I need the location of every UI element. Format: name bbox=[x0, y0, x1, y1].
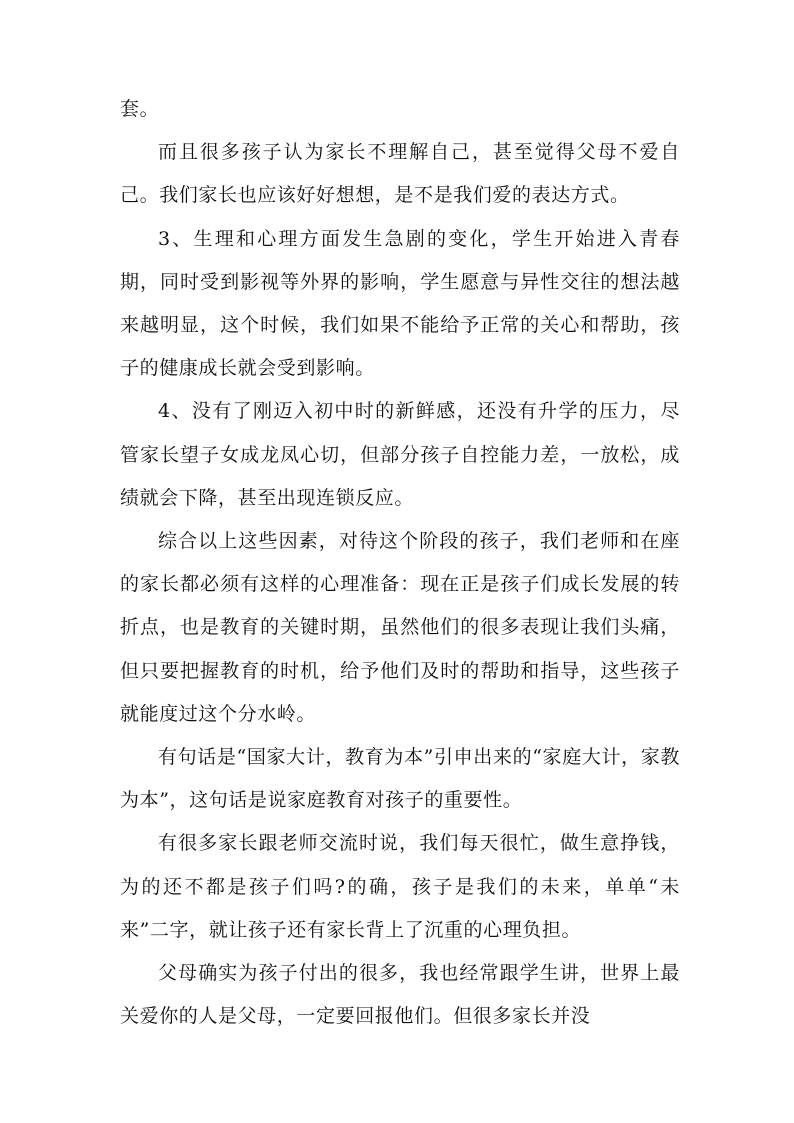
paragraph-parents-understanding: 而且很多孩子认为家长不理解自己，甚至觉得父母不爱自己。我们家长也应该好好想想，是不是我们爱的表达方式。 bbox=[120, 141, 680, 207]
paragraph-busy-parents: 有很多家长跟老师交流时说，我们每天很忙，做生意挣钱，为的还不都是孩子们吗?的确，孩子是我们的未来，单单“未来”二字，就让孩子还有家长背上了沉重的心理负担。 bbox=[120, 832, 680, 941]
paragraph-family-education: 有句话是“国家大计，教育为本”引申出来的“家庭大计，家教为本”，这句话是说家庭教育对孩子的重要性。 bbox=[120, 746, 680, 812]
paragraph-point-4: 4、没有了刚迈入初中时的新鲜感，还没有升学的压力，尽管家长望子女成龙凤心切，但部分孩子自控能力差，一放松，成绩就会下降，甚至出现连锁反应。 bbox=[120, 400, 680, 509]
paragraph-summary: 综合以上这些因素，对待这个阶段的孩子，我们老师和在座的家长都必须有这样的心理准备：现在正是孩子们成长发展的转折点，也是教育的关键时期，虽然他们的很多表现让我们头痛，但只要把握教育的时机，给予他们及时的帮助和指导，这些孩子就能度过这个分水岭。 bbox=[120, 530, 680, 725]
paragraph-parents-sacrifice: 父母确实为孩子付出的很多，我也经常跟学生讲，世界上最关爱你的人是父母，一定要回报他们。但很多家长并没 bbox=[120, 962, 680, 1028]
paragraph-point-3: 3、生理和心理方面发生急剧的变化，学生开始进入青春期，同时受到影视等外界的影响，学生愿意与异性交往的想法越来越明显，这个时候，我们如果不能给予正常的关心和帮助，孩子的健康成长就会受到影响。 bbox=[120, 227, 680, 380]
document-body bbox=[120, 88, 680, 1038]
paragraph-continuation: 套。 bbox=[120, 98, 160, 120]
